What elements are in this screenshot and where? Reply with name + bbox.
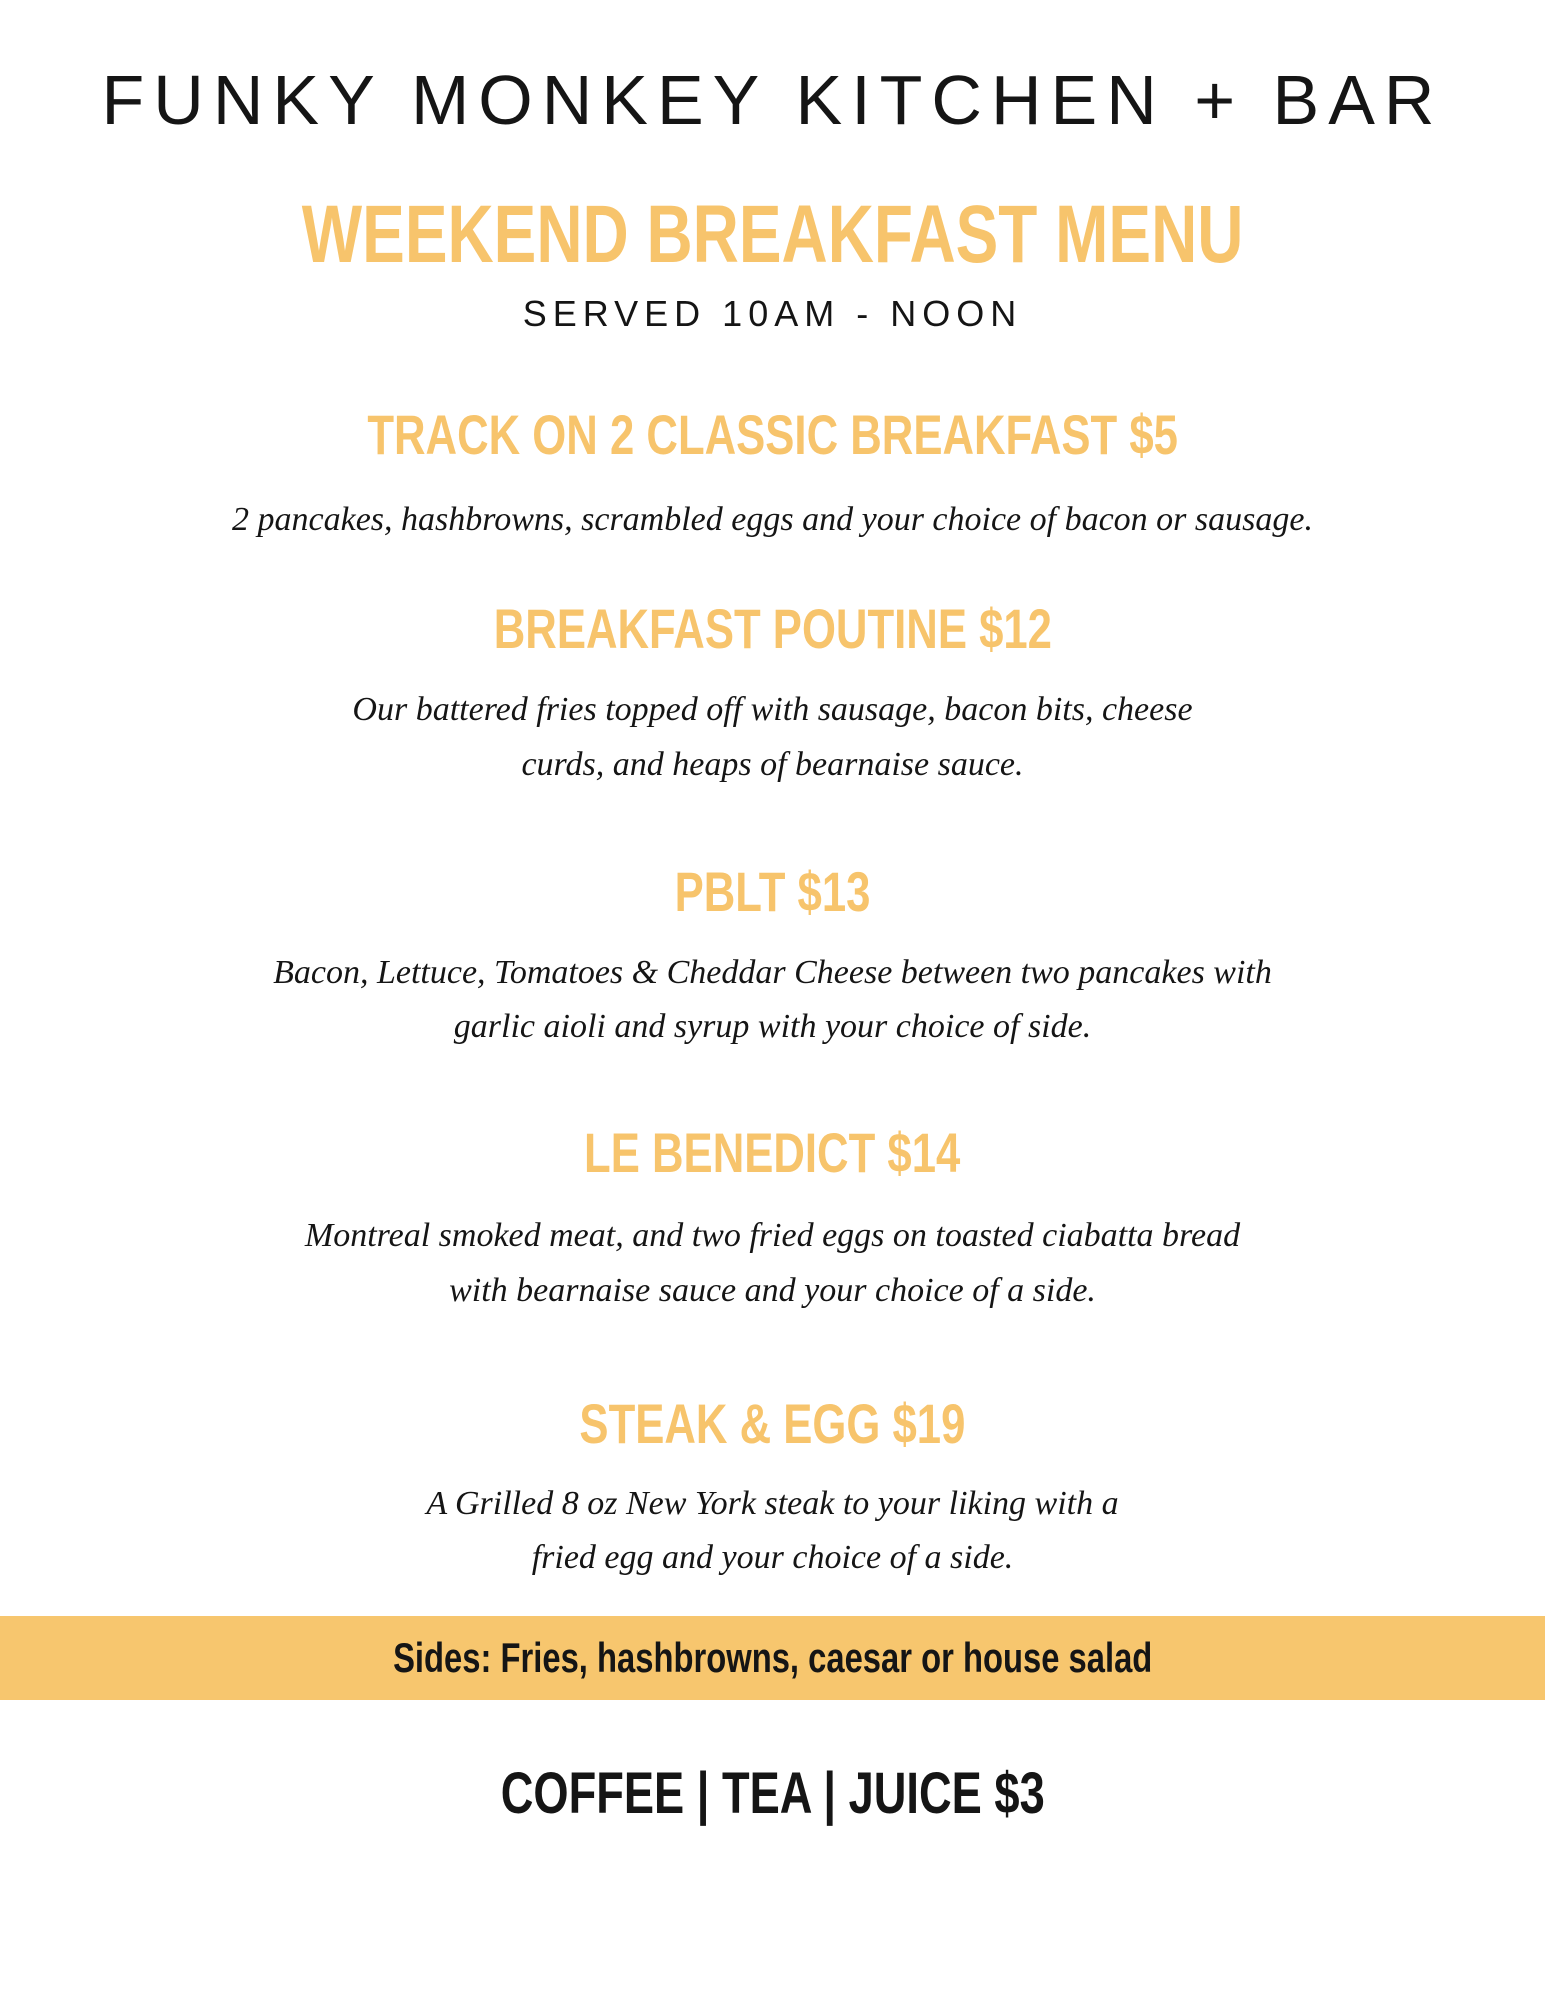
menu-item-description: garlic aioli and syrup with your choice of side.: [453, 1008, 1092, 1045]
menu-title: WEEKEND BREAKFAST MENU: [301, 189, 1244, 280]
sides-banner: [0, 1616, 1545, 1700]
menu-item-description: 2 pancakes, hashbrowns, scrambled eggs and your choice of bacon or sausage.: [232, 501, 1313, 538]
drinks-line: COFFEE | TEA | JUICE $3: [500, 1761, 1045, 1826]
menu-item-description: Our battered fries topped off with sausage, bacon bits, cheese: [352, 691, 1193, 728]
menu-item-title: STEAK & EGG $19: [579, 1392, 966, 1455]
menu-item-description: curds, and heaps of bearnaise sauce.: [521, 746, 1024, 783]
restaurant-name: FUNKY MONKEY KITCHEN + BAR: [101, 61, 1444, 139]
menu-item-title: BREAKFAST POUTINE $12: [493, 597, 1052, 660]
menu-item-title: PBLT $13: [674, 860, 871, 923]
menu-item-description: Montreal smoked meat, and two fried eggs on toasted ciabatta bread: [304, 1217, 1241, 1254]
served-hours: SERVED 10AM - NOON: [522, 293, 1023, 334]
menu-item-description: fried egg and your choice of a side.: [531, 1539, 1014, 1576]
menu-item-title: LE BENEDICT $14: [584, 1121, 961, 1184]
menu-item-description: Bacon, Lettuce, Tomatoes & Cheddar Cheese between two pancakes with: [273, 954, 1272, 991]
sides-text: Sides: Fries, hashbrowns, caesar or house salad: [392, 1634, 1153, 1681]
menu-item-description: A Grilled 8 oz New York steak to your liking with a: [426, 1485, 1119, 1522]
menu-item-description: with bearnaise sauce and your choice of a side.: [449, 1272, 1096, 1309]
menu-item-title: TRACK ON 2 CLASSIC BREAKFAST $5: [367, 403, 1178, 466]
